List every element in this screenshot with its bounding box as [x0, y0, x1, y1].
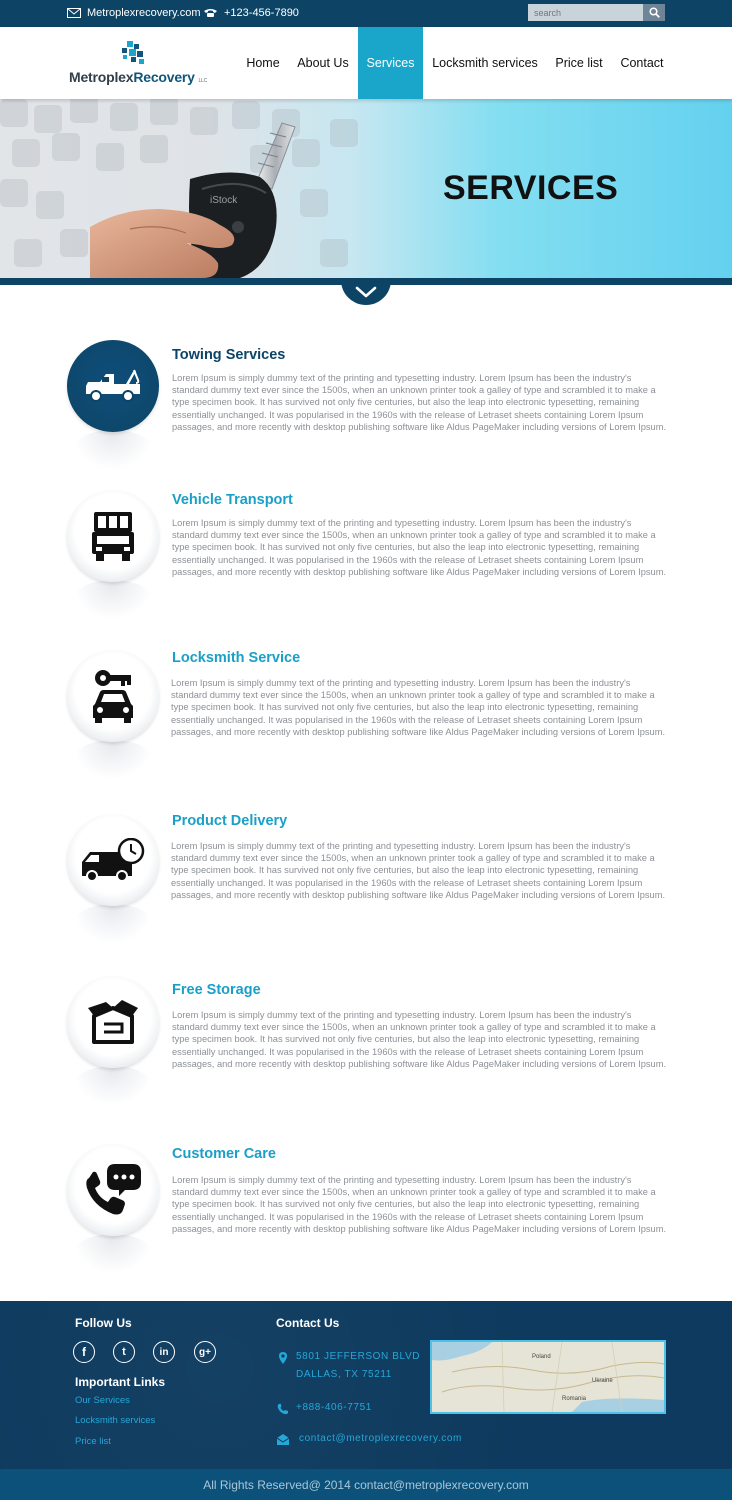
nav-services[interactable]: Services	[358, 27, 423, 99]
site-footer	[0, 1301, 732, 1469]
important-links-heading: Important Links	[75, 1375, 166, 1389]
top-email[interactable]	[67, 7, 201, 19]
service-icon-towing	[67, 340, 159, 432]
top-phone-text: +123-456-7890	[224, 7, 299, 19]
footer-phone[interactable]: +888-406-7751	[296, 1402, 372, 1413]
nav-contact[interactable]: Contact	[620, 56, 664, 70]
car-key-icon	[91, 668, 135, 724]
service-icon-free-storage	[67, 976, 159, 1068]
footer-link-locksmith-services[interactable]: Locksmith services	[75, 1415, 156, 1426]
google-plus-icon[interactable]: g+	[194, 1341, 216, 1363]
map-image	[432, 1342, 664, 1412]
truck-icon	[88, 510, 138, 562]
top-phone[interactable]	[203, 7, 299, 19]
nav-home[interactable]: Home	[246, 56, 280, 70]
site-logo[interactable]	[69, 41, 209, 89]
linkedin-icon[interactable]: in	[153, 1341, 175, 1363]
logo-mark-icon	[119, 41, 149, 67]
phone-chat-icon	[85, 1164, 141, 1216]
search-input[interactable]	[528, 4, 643, 21]
banner-watermark: iStock	[210, 195, 238, 206]
contact-us-heading: Contact Us	[276, 1316, 340, 1330]
logo-text	[69, 69, 207, 85]
map-label-ukraine: Ukraine	[592, 1378, 613, 1384]
tow-truck-icon	[82, 366, 144, 406]
search-icon	[649, 7, 660, 18]
footer-link-our-services[interactable]: Our Services	[75, 1395, 130, 1406]
delivery-clock-icon	[80, 838, 146, 882]
copyright-bar: All Rights Reserved@ 2014 contact@metroplexrecovery.com	[0, 1469, 732, 1500]
service-icon-locksmith	[67, 650, 159, 742]
service-title-vehicle-transport: Vehicle Transport	[172, 492, 293, 508]
nav-locksmith-services[interactable]: Locksmith services	[432, 56, 538, 70]
scroll-down-button[interactable]	[341, 278, 391, 305]
service-title-towing: Towing Services	[172, 347, 286, 363]
logo-prefix: Metroplex	[69, 69, 134, 85]
service-title-product-delivery: Product Delivery	[172, 813, 288, 829]
service-title-locksmith: Locksmith Service	[172, 650, 301, 666]
service-text-towing: Lorem Ipsum is simply dummy text of the printing and typesetting industry. Lorem Ipsum has been the industry's standard dummy text ever since the 1500s, when an unknown printer took a galley of type and scrambled it to make a type specimen book. It has survived not only five centuries, but also the leap into electronic typesetting, remaining essentially unchanged. It was popularised in the 1960s with the release of Letraset sheets containing Lorem Ipsum passages, and more recently with desktop publishing software like Aldus PageMaker including versions of Lorem Ipsum.	[172, 373, 667, 432]
service-text-vehicle-transport: Lorem Ipsum is simply dummy text of the printing and typesetting industry. Lorem Ipsum has been the industry's standard dummy text ever since the 1500s, when an unknown printer took a galley of type and scrambled it to make a type specimen book. It has survived not only five centuries, but also the leap into electronic typesetting, remaining essentially unchanged. It was popularised in the 1960s with the release of Letraset sheets containing Lorem Ipsum passages, and more recently with desktop publishing software like Aldus PageMaker including versions of Lorem Ipsum.	[172, 518, 667, 577]
location-map[interactable]	[430, 1340, 666, 1414]
service-text-free-storage: Lorem Ipsum is simply dummy text of the printing and typesetting industry. Lorem Ipsum has been the industry's standard dummy text ever since the 1500s, when an unknown printer took a galley of type and scrambled it to make a type specimen book. It has survived not only five centuries, but also the leap into electronic typesetting, remaining essentially unchanged. It was popularised in the 1960s with the release of Letraset sheets containing Lorem Ipsum passages, and more recently with desktop publishing software like Aldus PageMaker including versions of Lorem Ipsum.	[172, 1010, 667, 1069]
map-label-romania: Romania	[562, 1396, 587, 1402]
page-title: SERVICES	[443, 169, 619, 207]
service-icon-product-delivery	[67, 814, 159, 906]
car-key-photo	[90, 117, 310, 278]
address-line-1: 5801 JEFFERSON BLVD	[296, 1351, 421, 1362]
phone-icon	[277, 1403, 289, 1415]
footer-address	[296, 1348, 420, 1384]
top-bar	[0, 0, 732, 27]
service-icon-customer-care	[67, 1144, 159, 1236]
footer-email[interactable]: contact@metroplexrecovery.com	[299, 1433, 462, 1444]
service-title-customer-care: Customer Care	[172, 1146, 276, 1162]
phone-icon	[203, 8, 218, 18]
service-title-free-storage: Free Storage	[172, 982, 261, 998]
follow-us-heading: Follow Us	[75, 1316, 132, 1330]
mail-icon	[67, 8, 81, 18]
footer-link-price-list[interactable]: Price list	[75, 1436, 111, 1447]
location-pin-icon	[277, 1352, 289, 1364]
storage-box-icon	[86, 998, 140, 1046]
address-line-2: DALLAS, TX 75211	[296, 1369, 392, 1380]
hero-banner	[0, 99, 732, 278]
service-text-locksmith: Lorem Ipsum is simply dummy text of the printing and typesetting industry. Lorem Ipsum has been the industry's standard dummy text ever since the 1500s, when an unknown printer took a galley of type and scrambled it to make a type specimen book. It has survived not only five centuries, but also the leap into electronic typesetting, remaining essentially unchanged. It was popularised in the 1960s with the release of Letraset sheets containing Lorem Ipsum passages, and more recently with desktop publishing software like Aldus PageMaker including versions of Lorem Ipsum.	[171, 678, 666, 737]
map-label-poland: Poland	[532, 1354, 551, 1360]
service-text-customer-care: Lorem Ipsum is simply dummy text of the printing and typesetting industry. Lorem Ipsum has been the industry's standard dummy text ever since the 1500s, when an unknown printer took a galley of type and scrambled it to make a type specimen book. It has survived not only five centuries, but also the leap into electronic typesetting, remaining essentially unchanged. It was popularised in the 1960s with the release of Letraset sheets containing Lorem Ipsum passages, and more recently with desktop publishing software like Aldus PageMaker including versions of Lorem Ipsum.	[172, 1175, 667, 1234]
chevron-down-icon	[355, 286, 377, 298]
site-header	[0, 27, 732, 99]
service-text-product-delivery: Lorem Ipsum is simply dummy text of the printing and typesetting industry. Lorem Ipsum has been the industry's standard dummy text ever since the 1500s, when an unknown printer took a galley of type and scrambled it to make a type specimen book. It has survived not only five centuries, but also the leap into electronic typesetting, remaining essentially unchanged. It was popularised in the 1960s with the release of Letraset sheets containing Lorem Ipsum passages, and more recently with desktop publishing software like Aldus PageMaker including versions of Lorem Ipsum.	[171, 841, 666, 900]
mail-icon	[277, 1434, 289, 1446]
service-icon-vehicle-transport	[67, 490, 159, 582]
nav-price-list[interactable]: Price list	[555, 56, 603, 70]
logo-suffix: LLC	[198, 78, 208, 84]
twitter-icon[interactable]: t	[113, 1341, 135, 1363]
facebook-icon[interactable]: f	[73, 1341, 95, 1363]
nav-about-us[interactable]: About Us	[297, 56, 349, 70]
top-email-text: Metroplexrecovery.com	[87, 7, 201, 19]
search-box	[528, 4, 665, 21]
logo-brand: Recovery	[133, 69, 195, 85]
search-button[interactable]	[643, 4, 665, 21]
